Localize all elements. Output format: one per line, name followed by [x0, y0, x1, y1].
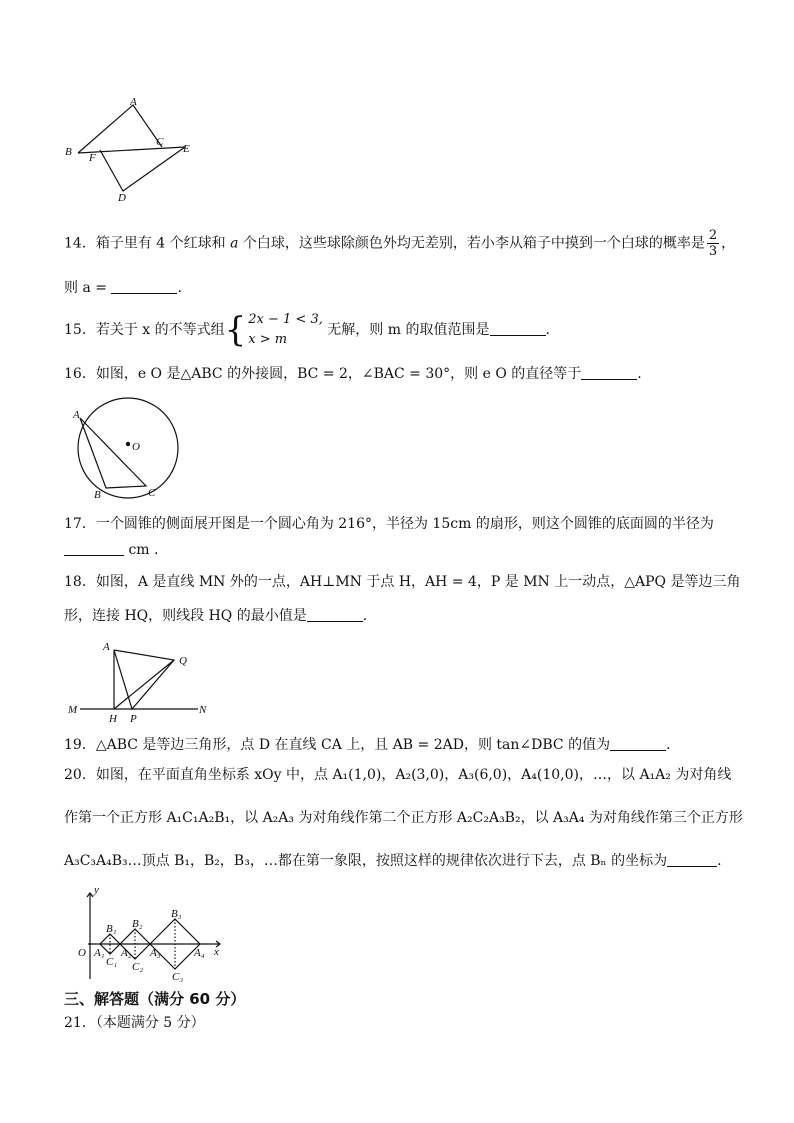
- question-18-line2: [64, 606, 367, 626]
- q16-text: 16．如图，e O 是△ABC 的外接圆，BC = 2，∠BAC = 30°，则 e O 的直径等于: [64, 366, 582, 382]
- label-c: C: [148, 487, 156, 499]
- label-y: y: [94, 884, 99, 896]
- label-c1: C₁: [106, 956, 118, 968]
- label-c3: C₃: [172, 971, 184, 983]
- question-16: [64, 364, 642, 384]
- question-20: [64, 765, 731, 785]
- label-c: C: [156, 136, 164, 148]
- label-o: O: [132, 441, 140, 453]
- q18-text: 18．如图，A 是直线 MN 外的一点，AH⊥MN 于点 H，AH = 4，P 是 MN 上一动点，△APQ 是等边三角: [64, 574, 741, 590]
- label-a: A: [130, 96, 137, 108]
- label-b: B: [94, 489, 101, 501]
- question-18: [64, 572, 740, 592]
- answer-blank-15[interactable]: [490, 321, 546, 336]
- question-15: [64, 310, 550, 350]
- q14-line2-end: .: [177, 280, 182, 296]
- question-17: [64, 514, 714, 534]
- label-d: D: [118, 192, 126, 204]
- label-a: A: [73, 409, 80, 421]
- q14-fraction: $\frac{2}{3}$: [708, 228, 718, 259]
- label-q: Q: [179, 655, 187, 667]
- section-3-heading: 三、解答题（满分 60 分）: [64, 990, 246, 1008]
- label-a4: A₄: [194, 947, 205, 959]
- answer-blank-14[interactable]: [111, 279, 177, 294]
- label-c2: C₂: [132, 961, 144, 973]
- q20-line2: 作第一个正方形 A₁C₁A₂B₁，以 A₂A₃ 为对角线作第二个正方形 A₂C₂A₃B₂，以 A₃A₄ 为对角线作第三个正方形: [64, 810, 743, 826]
- answer-blank-17[interactable]: [64, 541, 124, 556]
- q15-end: .: [545, 322, 550, 338]
- q19-text: 19．△ABC 是等边三角形，点 D 在直线 CA 上，且 AB = 2AD，则 tan∠DBC 的值为: [64, 737, 611, 753]
- q15-text-b: 无解，则 m 的取值范围是: [322, 322, 490, 338]
- label-m: M: [68, 704, 78, 716]
- figure-q16: [70, 398, 190, 508]
- q18-end: .: [362, 608, 368, 624]
- question-14-line2: [64, 278, 182, 298]
- q19-end: .: [666, 737, 671, 753]
- label-b1: B₁: [106, 923, 117, 935]
- label-h: H: [109, 713, 117, 725]
- label-x: x: [214, 946, 219, 958]
- label-e: E: [183, 143, 190, 155]
- q17-text: 17．一个圆锥的侧面展开图是一个圆心角为 216°，半径为 15cm 的扇形，则这个圆锥的底面圆的半径为: [64, 516, 714, 532]
- label-n: N: [199, 704, 207, 716]
- label-a2: A₂: [121, 947, 132, 959]
- q20-end: .: [717, 853, 722, 869]
- question-19: [64, 735, 671, 755]
- label-f: F: [89, 152, 96, 164]
- answer-blank-19[interactable]: [610, 736, 666, 751]
- q20-line3: A₃C₃A₄B₃…顶点 B₁，B₂，B₃，…都在第一象限，按照这样的规律依次进行下去，点 Bₙ 的坐标为: [64, 853, 668, 869]
- q18-line2: 形，连接 HQ，则线段 HQ 的最小值是: [64, 608, 307, 624]
- q17-line2: cm .: [124, 542, 159, 558]
- question-20-line2: [64, 808, 743, 828]
- q15-text-a: 15．若关于 x 的不等式组: [64, 322, 225, 338]
- q14-line2: 则 a =: [64, 280, 112, 296]
- q14-text-c: ，: [721, 235, 736, 252]
- q16-end: .: [637, 366, 642, 382]
- figure-q20: [70, 885, 230, 985]
- label-b: B: [65, 146, 72, 158]
- answer-blank-18[interactable]: [307, 607, 363, 622]
- label-a: A: [103, 641, 110, 653]
- answer-blank-20[interactable]: [667, 852, 717, 867]
- figure-q13: [60, 95, 210, 205]
- label-a3: A₃: [150, 947, 161, 959]
- label-b2: B₂: [132, 918, 143, 930]
- q14-text-b: 个白球，这些球除颜色外均无差别，若小李从箱子中摸到一个白球的概率是: [238, 235, 705, 252]
- question-21: [64, 1013, 205, 1033]
- question-20-line3: [64, 851, 722, 871]
- label-b3: B₃: [171, 908, 182, 920]
- label-o: O: [78, 947, 86, 959]
- question-17-line2: [64, 540, 158, 560]
- question-14: [64, 228, 735, 259]
- q14-text-a: 14．箱子里有 4 个红球和: [64, 235, 231, 252]
- q15-inequality-system: { 2x − 1 < 3, x > m: [224, 310, 323, 350]
- label-p: P: [130, 713, 137, 725]
- answer-blank-16[interactable]: [581, 365, 637, 380]
- q14-var: a: [230, 235, 239, 252]
- label-a1: A₁: [94, 947, 105, 959]
- figure-q18: [66, 638, 216, 723]
- q21-text: 21．（本题满分 5 分）: [64, 1015, 205, 1031]
- q20-line1: 20．如图，在平面直角坐标系 xOy 中，点 A₁(1,0)，A₂(3,0)，A₃(6,0)，A₄(10,0)，…，以 A₁A₂ 为对角线: [64, 767, 732, 783]
